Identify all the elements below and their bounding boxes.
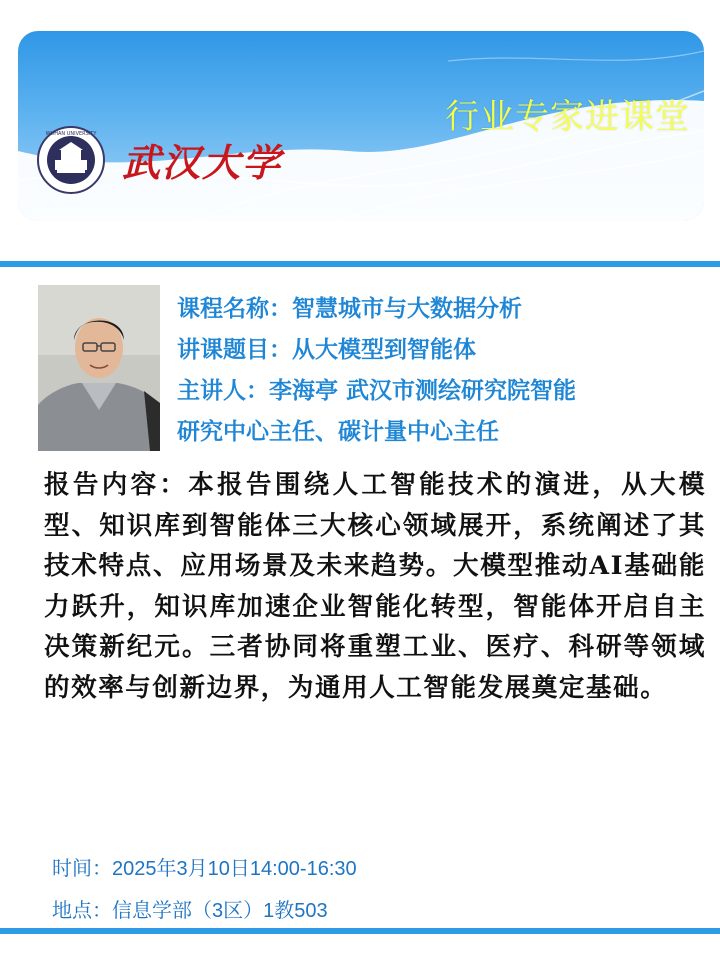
seal-text: WUHAN UNIVERSITY bbox=[45, 131, 97, 137]
course-name: 课程名称：智慧城市与大数据分析 bbox=[177, 295, 522, 322]
course-topic: 讲课题目：从大模型到智能体 bbox=[177, 336, 476, 363]
speaker-line-1: 主讲人：李海亭 武汉市测绘研究院智能 bbox=[177, 377, 577, 404]
event-place: 地点：信息学部（3区）1教503 bbox=[52, 900, 328, 922]
university-name-logo bbox=[122, 138, 292, 186]
bottom-divider bbox=[0, 928, 720, 934]
speaker-photo bbox=[38, 285, 160, 451]
top-divider bbox=[0, 261, 720, 267]
university-seal-icon bbox=[37, 126, 105, 194]
speaker-line-2: 研究中心主任、碳计量中心主任 bbox=[177, 418, 499, 445]
course-info bbox=[177, 288, 707, 452]
event-time: 时间：2025年3月10日14:00-16:30 bbox=[52, 858, 357, 880]
banner-title: 行业专家进课堂 bbox=[445, 97, 690, 137]
university-name: 武汉大学 bbox=[122, 140, 283, 185]
header-banner bbox=[18, 31, 704, 221]
report-content: 报告内容：本报告围绕人工智能技术的演进，从大模型、知识库到智能体三大核心领域展开，系统阐述了其技术特点、应用场景及未来趋势。大模型推动AI基础能力跃升，知识库加速企业智能化转型，智能体开启自主决策新纪元。三者协同将重塑工业、医疗、科研等领域的效率与创新边界，为通用人工智能发展奠定基础。 bbox=[44, 470, 706, 703]
